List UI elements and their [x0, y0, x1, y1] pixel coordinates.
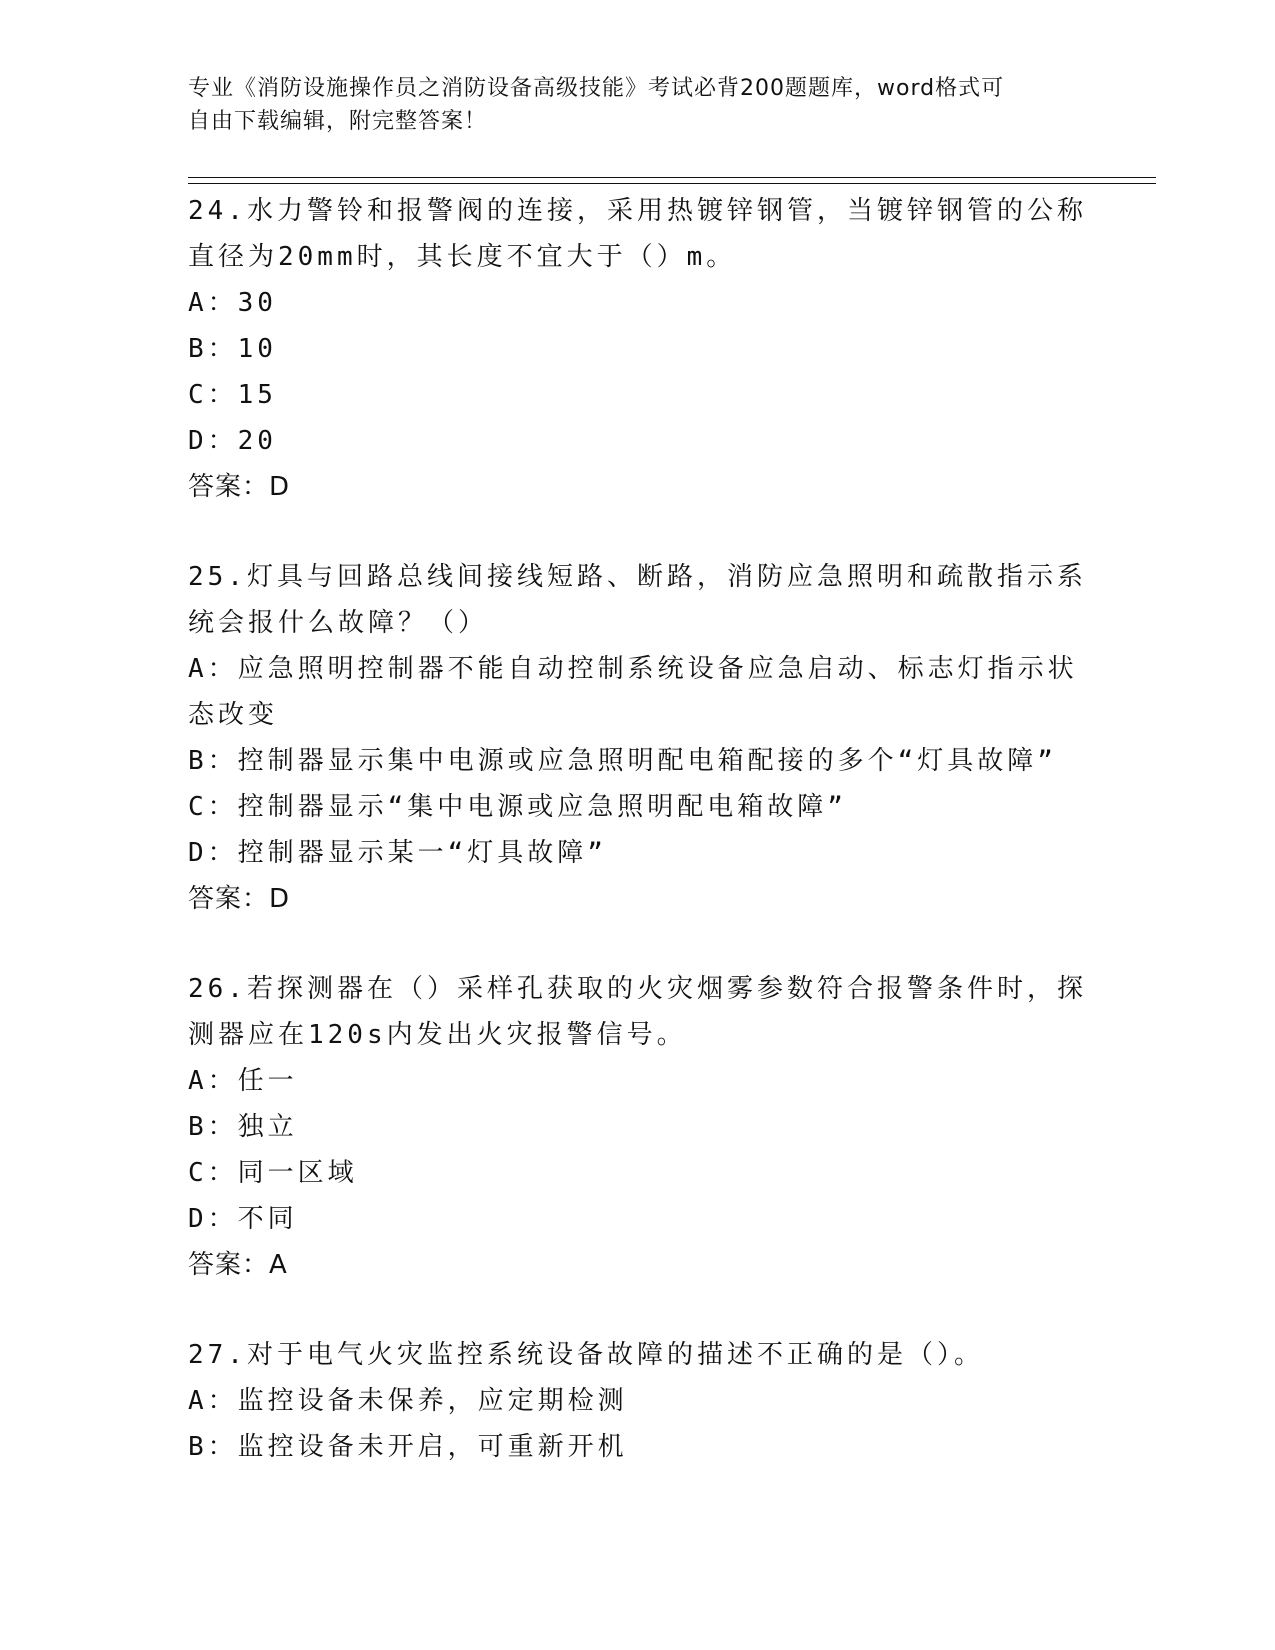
question-text: 25.灯具与回路总线间接线短路、断路，消防应急照明和疏散指示系统会报什么故障？（）	[188, 562, 1087, 638]
header-divider-bottom	[188, 183, 1156, 184]
option-b: B：10	[188, 334, 277, 364]
question-text: 27.对于电气火灾监控系统设备故障的描述不正确的是（）。	[188, 1340, 984, 1370]
question-24	[188, 188, 1088, 510]
question-26	[188, 966, 1088, 1288]
option-d: D：控制器显示某一“灯具故障”	[188, 838, 607, 868]
answer: 答案：D	[188, 884, 291, 914]
header-line-2: 自由下载编辑，附完整答案！	[188, 109, 488, 134]
option-a: A：任一	[188, 1066, 298, 1096]
question-text: 26.若探测器在（）采样孔获取的火灾烟雾参数符合报警条件时，探测器应在120s内发出火灾报警信号。	[188, 974, 1087, 1050]
question-25	[188, 554, 1088, 922]
question-text: 24.水力警铃和报警阀的连接，采用热镀锌钢管，当镀锌钢管的公称直径为20mm时，其长度不宜大于（）m。	[188, 196, 1087, 272]
option-b: B：独立	[188, 1112, 298, 1142]
document-header	[188, 72, 1088, 138]
option-c: C：15	[188, 380, 277, 410]
question-27	[188, 1332, 1088, 1470]
header-divider-top	[188, 177, 1156, 178]
header-line-1: 专业《消防设施操作员之消防设备高级技能》考试必背200题题库，word格式可	[188, 76, 1005, 101]
option-c: C：同一区域	[188, 1158, 358, 1188]
option-d: D：不同	[188, 1204, 298, 1234]
option-a: A：30	[188, 288, 277, 318]
option-a: A：监控设备未保养，应定期检测	[188, 1386, 628, 1416]
question-list	[188, 188, 1088, 1514]
option-b: B：控制器显示集中电源或应急照明配电箱配接的多个“灯具故障”	[188, 746, 1057, 776]
answer: 答案：A	[188, 1250, 288, 1280]
answer: 答案：D	[188, 472, 291, 502]
option-a: A：应急照明控制器不能自动控制系统设备应急启动、标志灯指示状态改变	[188, 654, 1078, 730]
option-b: B：监控设备未开启，可重新开机	[188, 1432, 628, 1462]
option-d: D：20	[188, 426, 277, 456]
option-c: C：控制器显示“集中电源或应急照明配电箱故障”	[188, 792, 847, 822]
